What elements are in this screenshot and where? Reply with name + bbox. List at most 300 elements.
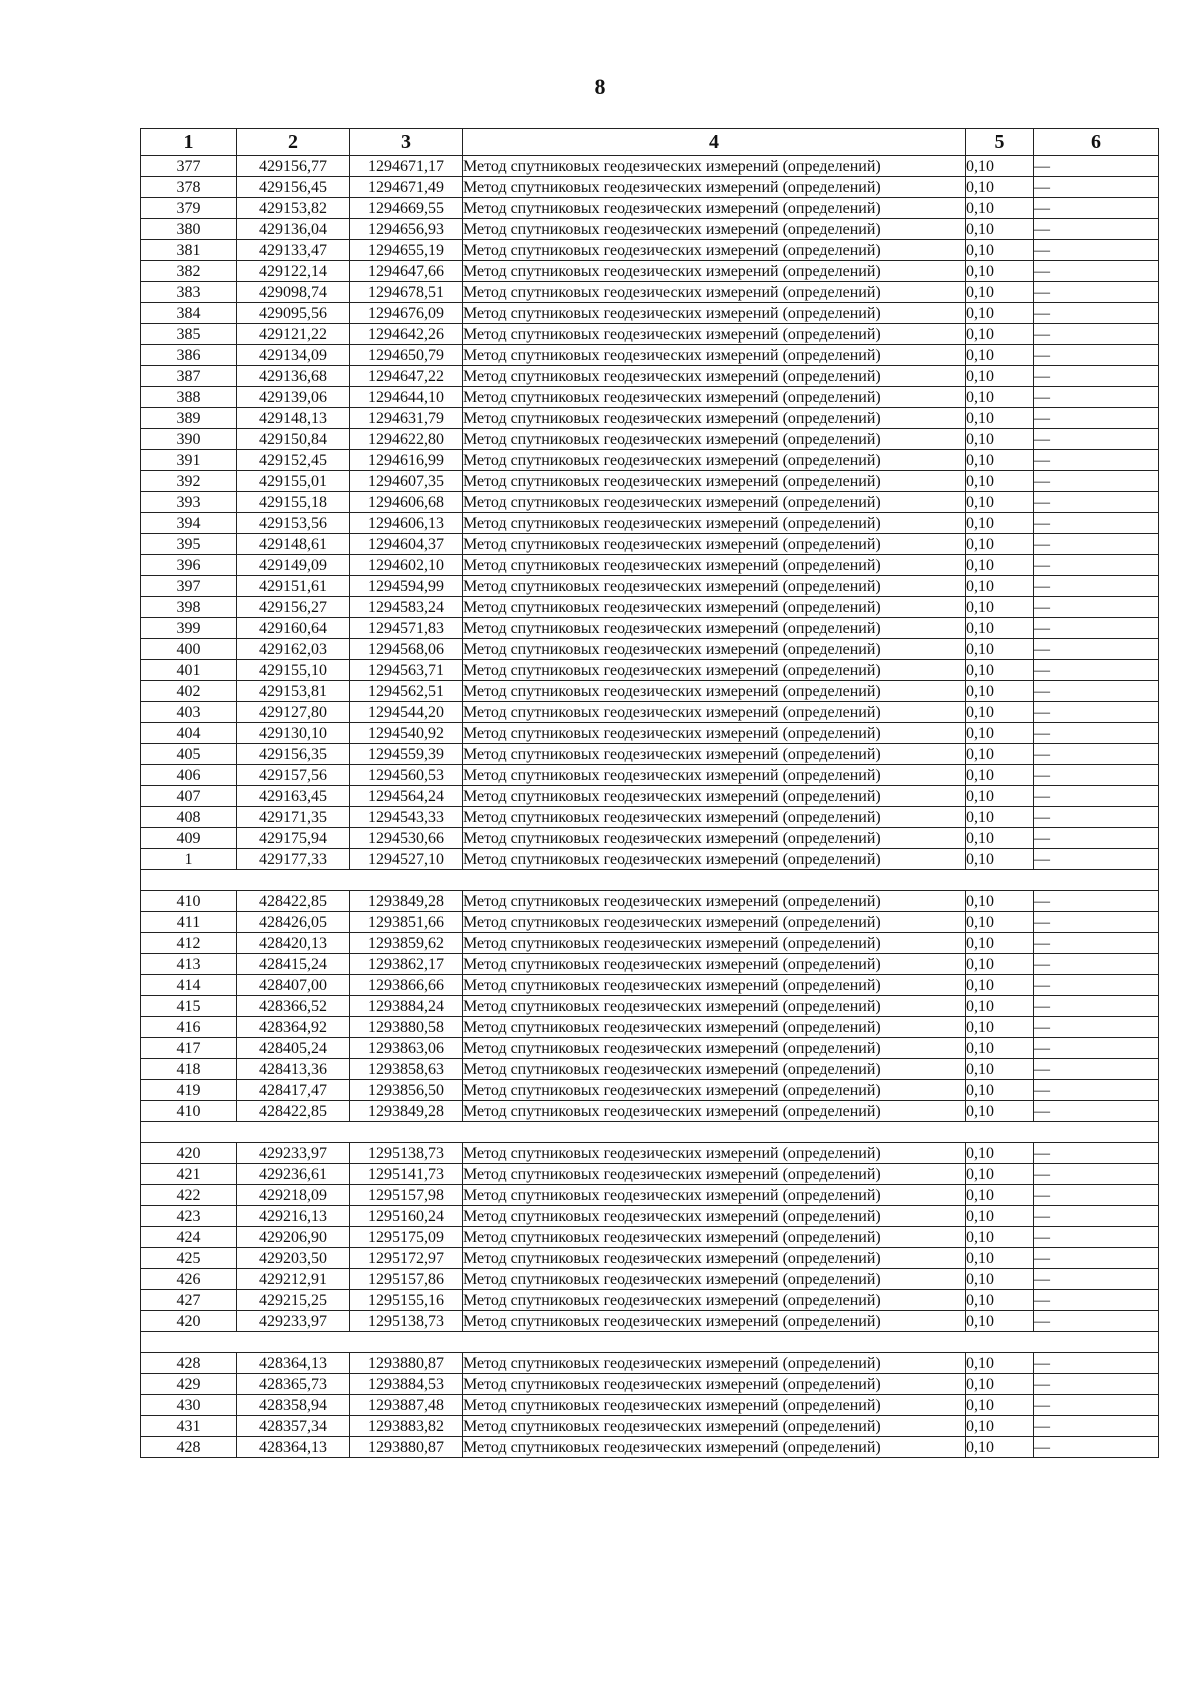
note-cell: — <box>1034 618 1159 639</box>
point-number-cell: 385 <box>141 324 237 345</box>
point-number-cell: 390 <box>141 429 237 450</box>
accuracy-cell: 0,10 <box>966 786 1034 807</box>
point-number-cell: 409 <box>141 828 237 849</box>
method-cell: Метод спутниковых геодезических измерений (определений) <box>463 219 966 240</box>
accuracy-cell: 0,10 <box>966 261 1034 282</box>
method-cell: Метод спутниковых геодезических измерений (определений) <box>463 744 966 765</box>
accuracy-cell: 0,10 <box>966 912 1034 933</box>
method-cell: Метод спутниковых геодезических измерений (определений) <box>463 1290 966 1311</box>
table-row <box>141 345 1159 366</box>
accuracy-cell: 0,10 <box>966 450 1034 471</box>
y-coordinate-cell: 1294671,17 <box>350 156 463 177</box>
point-number-cell: 421 <box>141 1164 237 1185</box>
accuracy-cell: 0,10 <box>966 534 1034 555</box>
point-number-cell: 428 <box>141 1353 237 1374</box>
point-number-cell: 394 <box>141 513 237 534</box>
y-coordinate-cell: 1293887,48 <box>350 1395 463 1416</box>
note-cell: — <box>1034 324 1159 345</box>
x-coordinate-cell: 429151,61 <box>237 576 350 597</box>
point-number-cell: 428 <box>141 1437 237 1458</box>
method-cell: Метод спутниковых геодезических измерений (определений) <box>463 807 966 828</box>
y-coordinate-cell: 1295175,09 <box>350 1227 463 1248</box>
point-number-cell: 419 <box>141 1080 237 1101</box>
point-number-cell: 391 <box>141 450 237 471</box>
table-row <box>141 786 1159 807</box>
y-coordinate-cell: 1294594,99 <box>350 576 463 597</box>
method-cell: Метод спутниковых геодезических измерений (определений) <box>463 534 966 555</box>
section-separator-row <box>141 870 1159 891</box>
y-coordinate-cell: 1294678,51 <box>350 282 463 303</box>
x-coordinate-cell: 429215,25 <box>237 1290 350 1311</box>
method-cell: Метод спутниковых геодезических измерений (определений) <box>463 492 966 513</box>
point-number-cell: 395 <box>141 534 237 555</box>
y-coordinate-cell: 1293880,87 <box>350 1353 463 1374</box>
table-row <box>141 492 1159 513</box>
point-number-cell: 407 <box>141 786 237 807</box>
accuracy-cell: 0,10 <box>966 702 1034 723</box>
accuracy-cell: 0,10 <box>966 681 1034 702</box>
point-number-cell: 393 <box>141 492 237 513</box>
table-row <box>141 744 1159 765</box>
point-number-cell: 420 <box>141 1143 237 1164</box>
point-number-cell: 386 <box>141 345 237 366</box>
y-coordinate-cell: 1294560,53 <box>350 765 463 786</box>
table-row <box>141 450 1159 471</box>
accuracy-cell: 0,10 <box>966 576 1034 597</box>
table-row <box>141 1101 1159 1122</box>
section-separator <box>141 870 1159 891</box>
header-col-1: 1 <box>141 129 237 156</box>
x-coordinate-cell: 428364,13 <box>237 1437 350 1458</box>
section-separator <box>141 1122 1159 1143</box>
coordinates-table <box>140 128 1159 1458</box>
table-row <box>141 597 1159 618</box>
y-coordinate-cell: 1294563,71 <box>350 660 463 681</box>
accuracy-cell: 0,10 <box>966 1248 1034 1269</box>
table-row <box>141 1416 1159 1437</box>
accuracy-cell: 0,10 <box>966 219 1034 240</box>
y-coordinate-cell: 1293884,53 <box>350 1374 463 1395</box>
method-cell: Метод спутниковых геодезических измерений (определений) <box>463 198 966 219</box>
method-cell: Метод спутниковых геодезических измерений (определений) <box>463 954 966 975</box>
y-coordinate-cell: 1294568,06 <box>350 639 463 660</box>
x-coordinate-cell: 429127,80 <box>237 702 350 723</box>
point-number-cell: 401 <box>141 660 237 681</box>
note-cell: — <box>1034 282 1159 303</box>
table-row <box>141 1437 1159 1458</box>
note-cell: — <box>1034 177 1159 198</box>
table-row <box>141 429 1159 450</box>
point-number-cell: 389 <box>141 408 237 429</box>
table-row <box>141 1269 1159 1290</box>
point-number-cell: 410 <box>141 1101 237 1122</box>
note-cell: — <box>1034 450 1159 471</box>
x-coordinate-cell: 429216,13 <box>237 1206 350 1227</box>
table-row <box>141 198 1159 219</box>
accuracy-cell: 0,10 <box>966 198 1034 219</box>
accuracy-cell: 0,10 <box>966 849 1034 870</box>
method-cell: Метод спутниковых геодезических измерений (определений) <box>463 1269 966 1290</box>
x-coordinate-cell: 429139,06 <box>237 387 350 408</box>
method-cell: Метод спутниковых геодезических измерений (определений) <box>463 1437 966 1458</box>
method-cell: Метод спутниковых геодезических измерений (определений) <box>463 1416 966 1437</box>
accuracy-cell: 0,10 <box>966 1395 1034 1416</box>
method-cell: Метод спутниковых геодезических измерений (определений) <box>463 849 966 870</box>
table-row <box>141 660 1159 681</box>
x-coordinate-cell: 428407,00 <box>237 975 350 996</box>
table-row <box>141 1311 1159 1332</box>
accuracy-cell: 0,10 <box>966 1080 1034 1101</box>
y-coordinate-cell: 1293851,66 <box>350 912 463 933</box>
x-coordinate-cell: 429156,77 <box>237 156 350 177</box>
x-coordinate-cell: 429236,61 <box>237 1164 350 1185</box>
method-cell: Метод спутниковых геодезических измерений (определений) <box>463 387 966 408</box>
point-number-cell: 430 <box>141 1395 237 1416</box>
point-number-cell: 379 <box>141 198 237 219</box>
point-number-cell: 408 <box>141 807 237 828</box>
method-cell: Метод спутниковых геодезических измерений (определений) <box>463 261 966 282</box>
x-coordinate-cell: 429163,45 <box>237 786 350 807</box>
y-coordinate-cell: 1294607,35 <box>350 471 463 492</box>
y-coordinate-cell: 1294642,26 <box>350 324 463 345</box>
table-row <box>141 1395 1159 1416</box>
point-number-cell: 424 <box>141 1227 237 1248</box>
x-coordinate-cell: 429203,50 <box>237 1248 350 1269</box>
table-row <box>141 555 1159 576</box>
method-cell: Метод спутниковых геодезических измерений (определений) <box>463 450 966 471</box>
y-coordinate-cell: 1294571,83 <box>350 618 463 639</box>
accuracy-cell: 0,10 <box>966 744 1034 765</box>
accuracy-cell: 0,10 <box>966 324 1034 345</box>
method-cell: Метод спутниковых геодезических измерений (определений) <box>463 828 966 849</box>
x-coordinate-cell: 428413,36 <box>237 1059 350 1080</box>
x-coordinate-cell: 429148,61 <box>237 534 350 555</box>
method-cell: Метод спутниковых геодезических измерений (определений) <box>463 597 966 618</box>
accuracy-cell: 0,10 <box>966 1185 1034 1206</box>
method-cell: Метод спутниковых геодезических измерений (определений) <box>463 1101 966 1122</box>
method-cell: Метод спутниковых геодезических измерений (определений) <box>463 1311 966 1332</box>
x-coordinate-cell: 428364,13 <box>237 1353 350 1374</box>
y-coordinate-cell: 1294544,20 <box>350 702 463 723</box>
accuracy-cell: 0,10 <box>966 1101 1034 1122</box>
table-row <box>141 513 1159 534</box>
point-number-cell: 416 <box>141 1017 237 1038</box>
method-cell: Метод спутниковых геодезических измерений (определений) <box>463 1248 966 1269</box>
point-number-cell: 382 <box>141 261 237 282</box>
y-coordinate-cell: 1295141,73 <box>350 1164 463 1185</box>
x-coordinate-cell: 429153,56 <box>237 513 350 534</box>
point-number-cell: 412 <box>141 933 237 954</box>
method-cell: Метод спутниковых геодезических измерений (определений) <box>463 975 966 996</box>
accuracy-cell: 0,10 <box>966 807 1034 828</box>
note-cell: — <box>1034 534 1159 555</box>
point-number-cell: 387 <box>141 366 237 387</box>
header-col-6: 6 <box>1034 129 1159 156</box>
y-coordinate-cell: 1294530,66 <box>350 828 463 849</box>
x-coordinate-cell: 429218,09 <box>237 1185 350 1206</box>
table-row <box>141 954 1159 975</box>
method-cell: Метод спутниковых геодезических измерений (определений) <box>463 156 966 177</box>
method-cell: Метод спутниковых геодезических измерений (определений) <box>463 933 966 954</box>
note-cell: — <box>1034 1227 1159 1248</box>
x-coordinate-cell: 429134,09 <box>237 345 350 366</box>
method-cell: Метод спутниковых геодезических измерений (определений) <box>463 1206 966 1227</box>
point-number-cell: 378 <box>141 177 237 198</box>
accuracy-cell: 0,10 <box>966 639 1034 660</box>
x-coordinate-cell: 429122,14 <box>237 261 350 282</box>
method-cell: Метод спутниковых геодезических измерений (определений) <box>463 429 966 450</box>
y-coordinate-cell: 1293859,62 <box>350 933 463 954</box>
y-coordinate-cell: 1294650,79 <box>350 345 463 366</box>
accuracy-cell: 0,10 <box>966 996 1034 1017</box>
accuracy-cell: 0,10 <box>966 240 1034 261</box>
point-number-cell: 392 <box>141 471 237 492</box>
note-cell: — <box>1034 1395 1159 1416</box>
x-coordinate-cell: 429153,82 <box>237 198 350 219</box>
table-row <box>141 1353 1159 1374</box>
method-cell: Метод спутниковых геодезических измерений (определений) <box>463 324 966 345</box>
x-coordinate-cell: 429156,27 <box>237 597 350 618</box>
accuracy-cell: 0,10 <box>966 723 1034 744</box>
note-cell: — <box>1034 744 1159 765</box>
y-coordinate-cell: 1293866,66 <box>350 975 463 996</box>
y-coordinate-cell: 1294656,93 <box>350 219 463 240</box>
y-coordinate-cell: 1295138,73 <box>350 1311 463 1332</box>
accuracy-cell: 0,10 <box>966 1164 1034 1185</box>
accuracy-cell: 0,10 <box>966 177 1034 198</box>
x-coordinate-cell: 428420,13 <box>237 933 350 954</box>
note-cell: — <box>1034 198 1159 219</box>
method-cell: Метод спутниковых геодезических измерений (определений) <box>463 618 966 639</box>
point-number-cell: 383 <box>141 282 237 303</box>
x-coordinate-cell: 428422,85 <box>237 891 350 912</box>
accuracy-cell: 0,10 <box>966 1227 1034 1248</box>
x-coordinate-cell: 429156,35 <box>237 744 350 765</box>
x-coordinate-cell: 429156,45 <box>237 177 350 198</box>
header-col-4: 4 <box>463 129 966 156</box>
section-separator-row <box>141 1332 1159 1353</box>
accuracy-cell: 0,10 <box>966 1290 1034 1311</box>
method-cell: Метод спутниковых геодезических измерений (определений) <box>463 765 966 786</box>
point-number-cell: 377 <box>141 156 237 177</box>
accuracy-cell: 0,10 <box>966 387 1034 408</box>
table-row <box>141 765 1159 786</box>
y-coordinate-cell: 1294540,92 <box>350 723 463 744</box>
y-coordinate-cell: 1294647,22 <box>350 366 463 387</box>
method-cell: Метод спутниковых геодезических измерений (определений) <box>463 891 966 912</box>
table-row <box>141 828 1159 849</box>
accuracy-cell: 0,10 <box>966 1311 1034 1332</box>
table-row <box>141 534 1159 555</box>
method-cell: Метод спутниковых геодезических измерений (определений) <box>463 1353 966 1374</box>
x-coordinate-cell: 428415,24 <box>237 954 350 975</box>
note-cell: — <box>1034 1143 1159 1164</box>
note-cell: — <box>1034 681 1159 702</box>
y-coordinate-cell: 1294671,49 <box>350 177 463 198</box>
method-cell: Метод спутниковых геодезических измерений (определений) <box>463 471 966 492</box>
table-row <box>141 408 1159 429</box>
y-coordinate-cell: 1293856,50 <box>350 1080 463 1101</box>
point-number-cell: 384 <box>141 303 237 324</box>
accuracy-cell: 0,10 <box>966 1059 1034 1080</box>
accuracy-cell: 0,10 <box>966 1206 1034 1227</box>
note-cell: — <box>1034 849 1159 870</box>
accuracy-cell: 0,10 <box>966 597 1034 618</box>
y-coordinate-cell: 1295160,24 <box>350 1206 463 1227</box>
method-cell: Метод спутниковых геодезических измерений (определений) <box>463 1080 966 1101</box>
point-number-cell: 381 <box>141 240 237 261</box>
x-coordinate-cell: 428366,52 <box>237 996 350 1017</box>
note-cell: — <box>1034 660 1159 681</box>
method-cell: Метод спутниковых геодезических измерений (определений) <box>463 702 966 723</box>
method-cell: Метод спутниковых геодезических измерений (определений) <box>463 303 966 324</box>
table-row <box>141 282 1159 303</box>
x-coordinate-cell: 429098,74 <box>237 282 350 303</box>
header-col-5: 5 <box>966 129 1034 156</box>
x-coordinate-cell: 429133,47 <box>237 240 350 261</box>
y-coordinate-cell: 1295138,73 <box>350 1143 463 1164</box>
table-row <box>141 1248 1159 1269</box>
table-body <box>141 156 1159 1458</box>
x-coordinate-cell: 429233,97 <box>237 1311 350 1332</box>
table-row <box>141 240 1159 261</box>
note-cell: — <box>1034 408 1159 429</box>
accuracy-cell: 0,10 <box>966 1416 1034 1437</box>
x-coordinate-cell: 429095,56 <box>237 303 350 324</box>
accuracy-cell: 0,10 <box>966 513 1034 534</box>
note-cell: — <box>1034 345 1159 366</box>
x-coordinate-cell: 428405,24 <box>237 1038 350 1059</box>
note-cell: — <box>1034 429 1159 450</box>
table-header-row <box>141 129 1159 156</box>
x-coordinate-cell: 428426,05 <box>237 912 350 933</box>
accuracy-cell: 0,10 <box>966 303 1034 324</box>
method-cell: Метод спутниковых геодезических измерений (определений) <box>463 1038 966 1059</box>
note-cell: — <box>1034 1206 1159 1227</box>
note-cell: — <box>1034 1248 1159 1269</box>
y-coordinate-cell: 1293880,87 <box>350 1437 463 1458</box>
y-coordinate-cell: 1295157,86 <box>350 1269 463 1290</box>
table-row <box>141 324 1159 345</box>
header-col-2: 2 <box>237 129 350 156</box>
table-row <box>141 1164 1159 1185</box>
x-coordinate-cell: 429149,09 <box>237 555 350 576</box>
table-row <box>141 1374 1159 1395</box>
note-cell: — <box>1034 765 1159 786</box>
method-cell: Метод спутниковых геодезических измерений (определений) <box>463 912 966 933</box>
y-coordinate-cell: 1294583,24 <box>350 597 463 618</box>
accuracy-cell: 0,10 <box>966 1374 1034 1395</box>
y-coordinate-cell: 1294564,24 <box>350 786 463 807</box>
y-coordinate-cell: 1294669,55 <box>350 198 463 219</box>
note-cell: — <box>1034 954 1159 975</box>
table-row <box>141 933 1159 954</box>
point-number-cell: 410 <box>141 891 237 912</box>
x-coordinate-cell: 428357,34 <box>237 1416 350 1437</box>
table-row <box>141 303 1159 324</box>
table-row <box>141 723 1159 744</box>
point-number-cell: 1 <box>141 849 237 870</box>
x-coordinate-cell: 429160,64 <box>237 618 350 639</box>
accuracy-cell: 0,10 <box>966 408 1034 429</box>
point-number-cell: 406 <box>141 765 237 786</box>
table-row <box>141 1185 1159 1206</box>
method-cell: Метод спутниковых геодезических измерений (определений) <box>463 1017 966 1038</box>
y-coordinate-cell: 1294606,13 <box>350 513 463 534</box>
y-coordinate-cell: 1295172,97 <box>350 1248 463 1269</box>
accuracy-cell: 0,10 <box>966 1143 1034 1164</box>
point-number-cell: 399 <box>141 618 237 639</box>
method-cell: Метод спутниковых геодезических измерений (определений) <box>463 660 966 681</box>
note-cell: — <box>1034 1059 1159 1080</box>
table-row <box>141 639 1159 660</box>
method-cell: Метод спутниковых геодезических измерений (определений) <box>463 1164 966 1185</box>
accuracy-cell: 0,10 <box>966 975 1034 996</box>
table-row <box>141 1227 1159 1248</box>
accuracy-cell: 0,10 <box>966 471 1034 492</box>
accuracy-cell: 0,10 <box>966 660 1034 681</box>
accuracy-cell: 0,10 <box>966 492 1034 513</box>
y-coordinate-cell: 1293858,63 <box>350 1059 463 1080</box>
note-cell: — <box>1034 912 1159 933</box>
table-row <box>141 261 1159 282</box>
point-number-cell: 417 <box>141 1038 237 1059</box>
point-number-cell: 388 <box>141 387 237 408</box>
x-coordinate-cell: 429162,03 <box>237 639 350 660</box>
x-coordinate-cell: 429148,13 <box>237 408 350 429</box>
x-coordinate-cell: 429177,33 <box>237 849 350 870</box>
x-coordinate-cell: 428365,73 <box>237 1374 350 1395</box>
note-cell: — <box>1034 1185 1159 1206</box>
table-row <box>141 366 1159 387</box>
y-coordinate-cell: 1293849,28 <box>350 1101 463 1122</box>
point-number-cell: 413 <box>141 954 237 975</box>
y-coordinate-cell: 1294644,10 <box>350 387 463 408</box>
accuracy-cell: 0,10 <box>966 555 1034 576</box>
method-cell: Метод спутниковых геодезических измерений (определений) <box>463 555 966 576</box>
point-number-cell: 427 <box>141 1290 237 1311</box>
point-number-cell: 418 <box>141 1059 237 1080</box>
x-coordinate-cell: 429175,94 <box>237 828 350 849</box>
table-row <box>141 702 1159 723</box>
point-number-cell: 400 <box>141 639 237 660</box>
table-row <box>141 618 1159 639</box>
accuracy-cell: 0,10 <box>966 429 1034 450</box>
table-row <box>141 177 1159 198</box>
point-number-cell: 396 <box>141 555 237 576</box>
note-cell: — <box>1034 1038 1159 1059</box>
point-number-cell: 423 <box>141 1206 237 1227</box>
method-cell: Метод спутниковых геодезических измерений (определений) <box>463 240 966 261</box>
note-cell: — <box>1034 387 1159 408</box>
method-cell: Метод спутниковых геодезических измерений (определений) <box>463 639 966 660</box>
note-cell: — <box>1034 513 1159 534</box>
y-coordinate-cell: 1294562,51 <box>350 681 463 702</box>
note-cell: — <box>1034 1269 1159 1290</box>
accuracy-cell: 0,10 <box>966 891 1034 912</box>
y-coordinate-cell: 1293863,06 <box>350 1038 463 1059</box>
method-cell: Метод спутниковых геодезических измерений (определений) <box>463 1185 966 1206</box>
y-coordinate-cell: 1293880,58 <box>350 1017 463 1038</box>
method-cell: Метод спутниковых геодезических измерений (определений) <box>463 681 966 702</box>
accuracy-cell: 0,10 <box>966 282 1034 303</box>
table-row <box>141 387 1159 408</box>
x-coordinate-cell: 428417,47 <box>237 1080 350 1101</box>
point-number-cell: 404 <box>141 723 237 744</box>
accuracy-cell: 0,10 <box>966 954 1034 975</box>
accuracy-cell: 0,10 <box>966 1269 1034 1290</box>
note-cell: — <box>1034 471 1159 492</box>
